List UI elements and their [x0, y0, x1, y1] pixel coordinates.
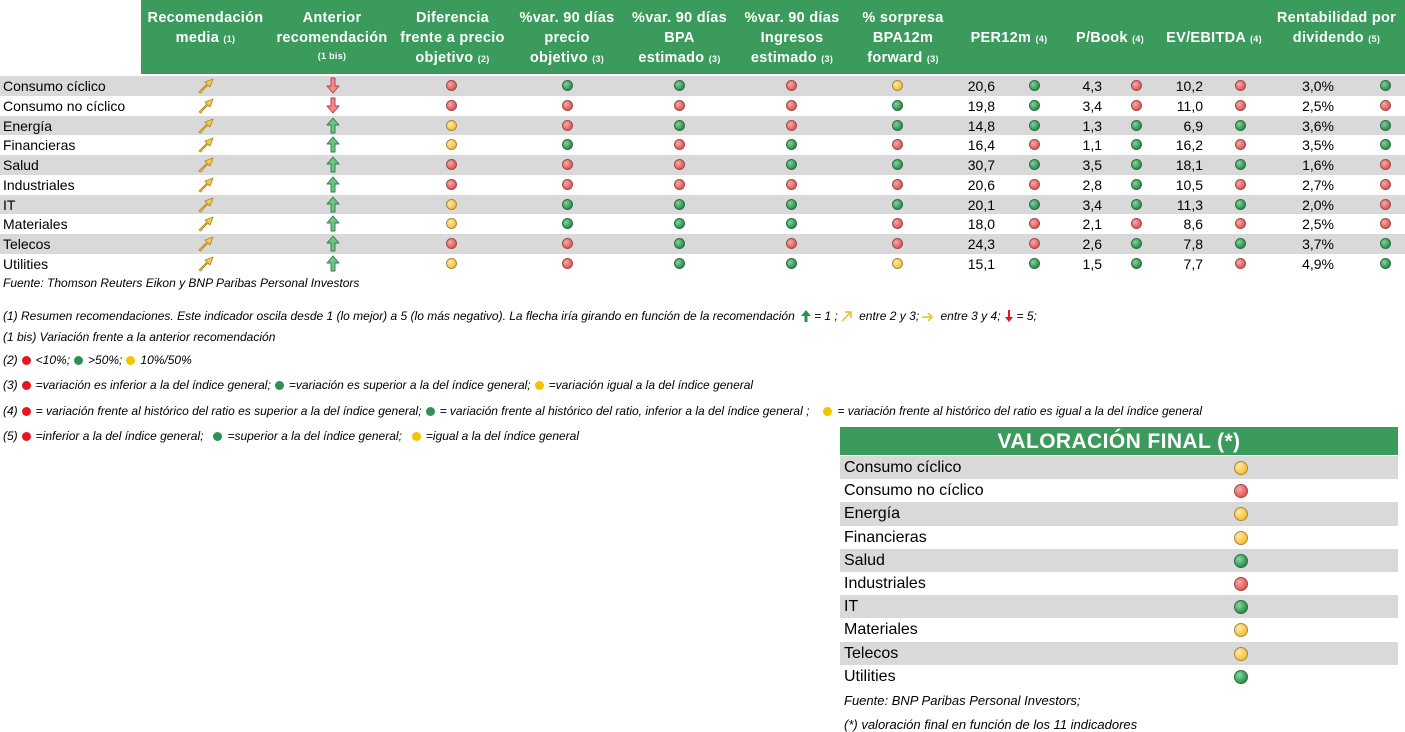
- div-value: 2,7%: [1302, 176, 1334, 193]
- red-status-dot-icon: [892, 238, 903, 249]
- green-status-dot-icon: [892, 120, 903, 131]
- red-status-dot-icon: [786, 179, 797, 190]
- arrow-up-icon: [325, 215, 341, 232]
- green-status-dot-icon: [1235, 120, 1246, 131]
- red-status-dot-icon: [1380, 100, 1391, 111]
- green-status-dot-icon: [674, 258, 685, 269]
- green-status-dot-icon: [1029, 80, 1040, 91]
- arrow-up-icon: [325, 176, 341, 193]
- table-row: [0, 195, 1405, 215]
- arrow-up-icon: [325, 255, 341, 272]
- green-status-dot-icon: [786, 218, 797, 229]
- green-status-dot-icon: [562, 139, 573, 150]
- red-status-dot-icon: [1234, 577, 1248, 591]
- sector-name: Consumo cíclico: [3, 78, 106, 94]
- note-4-yellow-text: = variación frente al histórico del ratio es igual a la del índice general: [837, 404, 1202, 418]
- red-status-dot-icon: [1235, 179, 1246, 190]
- red-status-dot-icon: [1131, 100, 1142, 111]
- column-header-10: [1268, 0, 1405, 74]
- table-row: [0, 76, 1405, 96]
- note-4: [3, 403, 1202, 419]
- ev-value: 6,9: [1183, 117, 1203, 134]
- arrow-up-right-icon: [198, 235, 214, 252]
- red-status-dot-icon: [674, 139, 685, 150]
- sector-name: Financieras: [3, 137, 76, 154]
- sector-name: Energía: [844, 505, 901, 523]
- column-header-text: %var. 90 días BPA estimado (3): [632, 10, 727, 66]
- final-footnote: (*) valoración final en función de los 11 indicadores: [844, 717, 1138, 732]
- ev-value: 11,3: [1176, 196, 1203, 213]
- red-status-dot-icon: [674, 159, 685, 170]
- note-5-yellow-text: =igual a la del índice general: [425, 429, 580, 443]
- red-status-dot-icon: [1029, 139, 1040, 150]
- note-2-prefix: (2): [3, 353, 18, 367]
- final-source: Fuente: BNP Paribas Personal Investors;: [844, 693, 1081, 708]
- yellow-status-dot-icon: [1234, 461, 1248, 475]
- red-status-dot-icon: [1235, 139, 1246, 150]
- final-valuation-row: [840, 549, 1398, 572]
- green-status-dot-icon: [674, 120, 685, 131]
- green-status-dot-icon: [1235, 159, 1246, 170]
- table-row: [0, 116, 1405, 136]
- arrow-up-right-icon: [198, 215, 214, 232]
- red-status-dot-icon: [1235, 100, 1246, 111]
- final-valuation-row: [840, 595, 1398, 618]
- column-header-note: (3): [926, 54, 939, 64]
- column-header-text: PER12m (4): [970, 30, 1048, 46]
- per-value: 20,6: [967, 176, 995, 193]
- red-status-dot-icon: [674, 179, 685, 190]
- note-2-green-text: >50%;: [88, 353, 123, 367]
- yellow-status-dot-icon: [446, 120, 457, 131]
- per-value: 14,8: [967, 117, 995, 134]
- green-status-dot-icon: [1029, 100, 1040, 111]
- table-row: [0, 96, 1405, 116]
- green-status-dot-icon: [562, 199, 573, 210]
- red-status-dot-icon: [1380, 159, 1391, 170]
- div-value: 1,6%: [1302, 157, 1334, 173]
- ev-value: 10,2: [1175, 78, 1203, 94]
- green-status-dot-icon: [1131, 238, 1142, 249]
- green-status-dot-icon: [1234, 670, 1248, 684]
- arrow-up-right-icon: [198, 156, 214, 173]
- sector-name: Consumo no cíclico: [844, 482, 984, 500]
- green-status-dot-icon: [1235, 199, 1246, 210]
- final-valuation-row: [840, 642, 1398, 665]
- red-status-dot-icon: [892, 179, 903, 190]
- per-value: 30,7: [967, 157, 995, 173]
- ev-value: 11,0: [1176, 97, 1203, 114]
- green-status-dot-icon: [786, 199, 797, 210]
- yellow-status-dot-icon: [446, 218, 457, 229]
- note-1-down-text: = 5;: [1016, 309, 1037, 323]
- ev-value: 18,1: [1175, 157, 1203, 173]
- table-row: [0, 135, 1405, 155]
- green-status-dot-icon: [1380, 238, 1391, 249]
- sector-name: Industriales: [3, 176, 75, 193]
- note-3-red-text: =variación es inferior a la del índice general;: [35, 378, 271, 392]
- final-valuation-row: [840, 479, 1398, 502]
- red-dot-icon: [22, 381, 31, 390]
- column-header-note: (3): [592, 54, 605, 64]
- column-header-note: (4): [1035, 34, 1048, 44]
- green-status-dot-icon: [562, 80, 573, 91]
- column-header-1: [270, 0, 394, 74]
- sector-name: Consumo no cíclico: [3, 97, 126, 114]
- red-status-dot-icon: [1235, 258, 1246, 269]
- green-dot-icon: [74, 356, 83, 365]
- green-status-dot-icon: [1380, 120, 1391, 131]
- sector-name: Materiales: [844, 621, 918, 639]
- arrow-up-right-icon: [198, 196, 214, 213]
- column-header-text: % sorpresa BPA12m forward (3): [862, 10, 944, 66]
- red-status-dot-icon: [562, 159, 573, 170]
- column-header-text: Diferencia frente a precio objetivo (2): [400, 10, 505, 66]
- div-value: 3,6%: [1302, 117, 1334, 134]
- yellow-status-dot-icon: [892, 80, 903, 91]
- note-1-text: (1) Resumen recomendaciones. Este indicador oscila desde 1 (lo mejor) a 5 (lo más negativo). La flecha iría girando en función de la recomendación: [3, 309, 799, 323]
- note-4-red-text: = variación frente al histórico del ratio es superior a la del índice general;: [35, 404, 422, 418]
- green-status-dot-icon: [892, 100, 903, 111]
- red-status-dot-icon: [446, 80, 457, 91]
- red-status-dot-icon: [1235, 218, 1246, 229]
- note-4-prefix: (4): [3, 404, 18, 418]
- table-row: [0, 234, 1405, 254]
- note-1-up-text: = 1 ;: [814, 309, 838, 323]
- arrow-up-icon: [325, 235, 341, 252]
- column-header-note: (4): [1249, 34, 1262, 44]
- red-status-dot-icon: [1029, 238, 1040, 249]
- sector-name: IT: [844, 598, 859, 616]
- note-2-red-text: <10%;: [35, 353, 71, 367]
- red-status-dot-icon: [562, 120, 573, 131]
- yellow-status-dot-icon: [446, 258, 457, 269]
- per-value: 18,0: [967, 216, 995, 233]
- sector-name: Financieras: [844, 528, 927, 546]
- red-status-dot-icon: [786, 100, 797, 111]
- final-valuation-row: [840, 618, 1398, 641]
- column-header-9: [1160, 0, 1268, 74]
- table-source: Fuente: Thomson Reuters Eikon y BNP Paribas Personal Investors: [3, 276, 360, 290]
- arrow-up-right-icon: [841, 310, 853, 326]
- green-status-dot-icon: [1380, 80, 1391, 91]
- green-status-dot-icon: [674, 199, 685, 210]
- arrow-up-icon: [325, 136, 341, 153]
- red-status-dot-icon: [1131, 218, 1142, 229]
- red-status-dot-icon: [562, 238, 573, 249]
- note-1-upright-text: entre 2 y 3;: [855, 309, 920, 323]
- sector-name: Salud: [844, 551, 885, 569]
- red-status-dot-icon: [1380, 179, 1391, 190]
- green-dot-icon: [275, 381, 284, 390]
- column-header-5: [736, 0, 848, 74]
- red-status-dot-icon: [674, 100, 685, 111]
- yellow-dot-icon: [412, 432, 421, 441]
- pb-value: 2,6: [1082, 236, 1102, 252]
- arrow-up-icon: [325, 117, 341, 134]
- red-status-dot-icon: [446, 159, 457, 170]
- green-status-dot-icon: [1131, 199, 1142, 210]
- arrow-up-right-icon: [198, 176, 214, 193]
- green-status-dot-icon: [1029, 159, 1040, 170]
- green-status-dot-icon: [786, 159, 797, 170]
- table-row: [0, 155, 1405, 175]
- final-valuation-row: [840, 665, 1398, 688]
- column-header-7: [958, 0, 1060, 74]
- pb-value: 4,3: [1082, 78, 1102, 94]
- green-status-dot-icon: [1029, 199, 1040, 210]
- arrow-up-icon: [801, 310, 811, 326]
- red-status-dot-icon: [1235, 80, 1246, 91]
- green-dot-icon: [213, 432, 222, 441]
- green-status-dot-icon: [674, 218, 685, 229]
- final-valuation-row: [840, 456, 1398, 479]
- ev-value: 7,7: [1183, 255, 1203, 272]
- pb-value: 1,1: [1082, 137, 1102, 154]
- sector-name: Telecos: [3, 236, 51, 252]
- sector-name: Industriales: [844, 575, 926, 592]
- per-value: 16,4: [967, 137, 995, 154]
- note-5: [3, 428, 579, 444]
- red-status-dot-icon: [786, 120, 797, 131]
- note-5-prefix: (5): [3, 429, 18, 443]
- div-value: 3,0%: [1302, 78, 1334, 94]
- red-status-dot-icon: [892, 218, 903, 229]
- arrow-down-icon: [1004, 310, 1014, 326]
- column-header-text: %var. 90 días precio objetivo (3): [519, 10, 615, 66]
- sector-name: Energía: [3, 117, 53, 134]
- arrow-up-right-icon: [198, 117, 214, 134]
- note-1bis: (1 bis) Variación frente a la anterior recomendación: [3, 330, 276, 344]
- pb-value: 1,3: [1082, 117, 1102, 134]
- arrow-right-icon: [922, 310, 934, 326]
- arrow-up-icon: [325, 156, 341, 173]
- sector-name: IT: [3, 196, 16, 213]
- red-dot-icon: [22, 432, 31, 441]
- pb-value: 2,1: [1082, 216, 1102, 233]
- note-1: [3, 308, 1037, 326]
- yellow-dot-icon: [126, 356, 135, 365]
- red-status-dot-icon: [1029, 218, 1040, 229]
- ev-value: 16,2: [1175, 137, 1203, 154]
- arrow-down-icon: [325, 97, 341, 114]
- final-valuation-title: VALORACIÓN FINAL (*): [840, 427, 1398, 455]
- column-header-3: [511, 0, 623, 74]
- div-value: 2,0%: [1302, 196, 1334, 213]
- yellow-status-dot-icon: [1234, 507, 1248, 521]
- note-1-right-text: entre 3 y 4;: [937, 309, 1001, 323]
- column-header-text: Rentabilidad por dividendo (5): [1276, 10, 1397, 46]
- note-4-green-text: = variación frente al histórico del ratio, inferior a la del índice general ;: [439, 404, 810, 418]
- green-status-dot-icon: [1029, 120, 1040, 131]
- arrow-up-right-icon: [198, 136, 214, 153]
- div-value: 2,5%: [1302, 216, 1334, 233]
- green-status-dot-icon: [892, 159, 903, 170]
- yellow-dot-icon: [823, 407, 832, 416]
- pb-value: 1,5: [1082, 255, 1102, 272]
- sector-name: Utilities: [844, 667, 896, 685]
- column-header-text: Anterior recomendación (1 bis): [270, 0, 394, 62]
- final-valuation-row: [840, 526, 1398, 549]
- green-status-dot-icon: [786, 258, 797, 269]
- red-status-dot-icon: [1234, 484, 1248, 498]
- yellow-status-dot-icon: [446, 139, 457, 150]
- column-header-note: (4): [1132, 34, 1144, 44]
- table-row: [0, 214, 1405, 234]
- yellow-dot-icon: [535, 381, 544, 390]
- per-value: 19,8: [967, 97, 995, 114]
- table-row: [0, 254, 1405, 274]
- yellow-status-dot-icon: [446, 199, 457, 210]
- red-dot-icon: [22, 356, 31, 365]
- red-status-dot-icon: [786, 238, 797, 249]
- ev-value: 10,5: [1175, 176, 1203, 193]
- pb-value: 3,5: [1082, 157, 1102, 173]
- green-status-dot-icon: [562, 218, 573, 229]
- div-value: 4,9%: [1302, 255, 1334, 272]
- ev-value: 7,8: [1183, 236, 1203, 252]
- green-status-dot-icon: [1235, 238, 1246, 249]
- yellow-status-dot-icon: [1234, 647, 1248, 661]
- final-valuation-row: [840, 502, 1398, 525]
- sector-name: Consumo cíclico: [844, 459, 962, 476]
- note-5-red-text: =inferior a la del índice general;: [35, 429, 204, 443]
- pb-value: 3,4: [1082, 196, 1102, 213]
- red-status-dot-icon: [1131, 80, 1142, 91]
- pb-value: 2,8: [1082, 176, 1102, 193]
- column-header-8: [1060, 0, 1160, 74]
- green-status-dot-icon: [1234, 600, 1248, 614]
- red-status-dot-icon: [446, 100, 457, 111]
- red-status-dot-icon: [1380, 218, 1391, 229]
- arrow-up-right-icon: [198, 255, 214, 272]
- arrow-down-icon: [325, 77, 341, 94]
- final-valuation-row: [840, 572, 1398, 595]
- column-header-2: [394, 0, 511, 74]
- div-value: 3,7%: [1302, 236, 1334, 252]
- green-status-dot-icon: [1131, 139, 1142, 150]
- div-value: 2,5%: [1302, 97, 1334, 114]
- note-5-green-text: =superior a la del índice general;: [227, 429, 402, 443]
- sector-name: Materiales: [3, 216, 68, 233]
- sector-name: Utilities: [3, 255, 49, 272]
- red-status-dot-icon: [562, 179, 573, 190]
- green-status-dot-icon: [1131, 120, 1142, 131]
- per-value: 20,1: [967, 196, 995, 213]
- sector-name: Telecos: [844, 644, 899, 662]
- column-header-6: [848, 0, 958, 74]
- note-2-yellow-text: 10%/50%: [140, 353, 192, 367]
- column-header-note: (3): [708, 54, 721, 64]
- red-status-dot-icon: [446, 238, 457, 249]
- arrow-up-right-icon: [198, 77, 214, 94]
- sector-name: Salud: [3, 157, 39, 173]
- red-dot-icon: [22, 407, 31, 416]
- green-status-dot-icon: [1029, 258, 1040, 269]
- green-status-dot-icon: [1234, 554, 1248, 568]
- per-value: 20,6: [967, 78, 995, 94]
- table-row: [0, 175, 1405, 195]
- column-header-text: %var. 90 días Ingresos estimado (3): [744, 10, 840, 66]
- red-status-dot-icon: [562, 100, 573, 111]
- arrow-up-right-icon: [198, 97, 214, 114]
- red-status-dot-icon: [892, 139, 903, 150]
- column-header-note: (5): [1368, 34, 1381, 44]
- red-status-dot-icon: [1380, 199, 1391, 210]
- ev-value: 8,6: [1183, 216, 1203, 233]
- green-status-dot-icon: [1131, 179, 1142, 190]
- note-2: [3, 352, 192, 368]
- arrow-up-icon: [325, 196, 341, 213]
- div-value: 3,5%: [1302, 137, 1334, 154]
- column-header-text: EV/EBITDA (4): [1166, 30, 1262, 46]
- column-header-note: (1): [223, 34, 236, 44]
- red-status-dot-icon: [446, 179, 457, 190]
- yellow-status-dot-icon: [1234, 531, 1248, 545]
- red-status-dot-icon: [786, 80, 797, 91]
- column-header-text: P/Book (4): [1076, 30, 1144, 46]
- green-status-dot-icon: [1380, 139, 1391, 150]
- note-3-green-text: =variación es superior a la del índice general;: [288, 378, 531, 392]
- yellow-status-dot-icon: [1234, 623, 1248, 637]
- green-status-dot-icon: [1131, 258, 1142, 269]
- column-header-4: [623, 0, 736, 74]
- per-value: 15,1: [967, 255, 995, 272]
- green-dot-icon: [426, 407, 435, 416]
- red-status-dot-icon: [1029, 179, 1040, 190]
- column-header-note: (1 bis): [317, 51, 347, 61]
- green-status-dot-icon: [892, 199, 903, 210]
- note-3-yellow-text: =variación igual a la del índice general: [548, 378, 754, 392]
- column-header-0: [141, 0, 270, 74]
- note-3-prefix: (3): [3, 378, 18, 392]
- column-header-note: (3): [821, 54, 834, 64]
- column-header-note: (2): [477, 54, 490, 64]
- column-header-text: Recomendación media (1): [147, 10, 264, 46]
- green-status-dot-icon: [674, 80, 685, 91]
- red-status-dot-icon: [562, 258, 573, 269]
- green-status-dot-icon: [1380, 258, 1391, 269]
- per-value: 24,3: [967, 236, 995, 252]
- note-3: [3, 377, 753, 393]
- green-status-dot-icon: [1131, 159, 1142, 170]
- green-status-dot-icon: [674, 238, 685, 249]
- pb-value: 3,4: [1082, 97, 1102, 114]
- green-status-dot-icon: [786, 139, 797, 150]
- yellow-status-dot-icon: [892, 258, 903, 269]
